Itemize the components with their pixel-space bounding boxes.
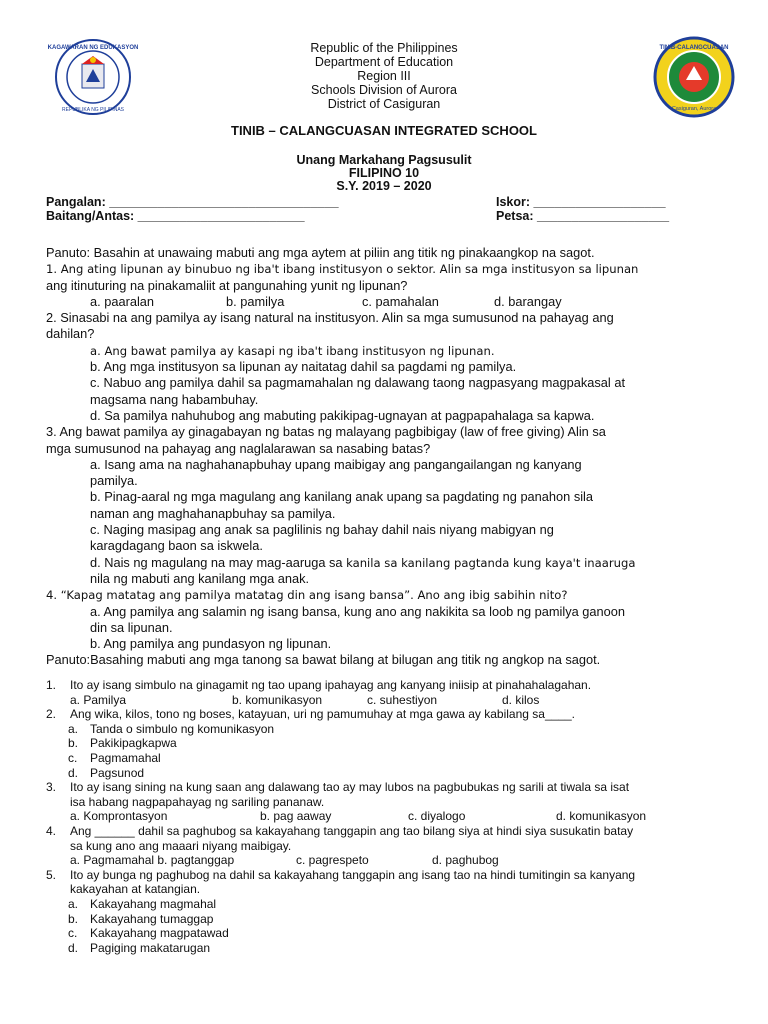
choice[interactable]: a. Ang bawat pamilya ay kasapi ng iba't ibang institusyon ng lipunan. xyxy=(90,343,495,358)
choice[interactable] xyxy=(46,751,736,766)
choice-letter: b. xyxy=(68,736,79,751)
school-year: S.Y. 2019 – 2020 xyxy=(336,179,432,193)
choice-cont: magsama nang habambuhay. xyxy=(90,391,259,407)
question-2-1 xyxy=(46,678,736,693)
choice-text: Kakayahang magpatawad xyxy=(90,926,229,941)
choice-text: Pakikipagkapwa xyxy=(90,736,177,751)
choice[interactable] xyxy=(46,926,736,941)
choice-letter: a. xyxy=(68,721,79,736)
choice[interactable]: d. kilos xyxy=(502,692,540,707)
choice-cont: karagdagang baon sa iskwela. xyxy=(90,538,263,554)
question-2-3-choices xyxy=(46,809,736,824)
question-text: Ito ay isang simbulo na ginagamit ng tao upang ipahayag ang kanyang iniisip at pinahahalagahan. xyxy=(70,678,592,692)
question-2-4 xyxy=(46,824,736,839)
choice-cont: naman ang maghahanapbuhay sa pamilya. xyxy=(90,505,336,521)
question-text: Ang wika, kilos, tono ng boses, katayuan, uri ng pamumuhay at mga gawa ay kabilang sa____. xyxy=(70,707,575,722)
choice[interactable]: c. pamahalan xyxy=(362,293,439,309)
choice[interactable]: b. Ang mga institusyon sa lipunan ay naitatag dahil sa pagdami ng pamilya. xyxy=(90,359,517,375)
choice[interactable] xyxy=(46,722,736,737)
question-number: 2. xyxy=(46,707,57,722)
question-1: 1. Ang ating lipunan ay binubuo ng iba't ibang institusyon o sektor. Alin sa mga institusyon sa lipunan xyxy=(46,262,639,277)
choice[interactable] xyxy=(46,941,736,956)
svg-text:TINIB-CALANGCUASAN: TINIB-CALANGCUASAN xyxy=(659,45,729,51)
svg-text:Casiguran, Aurora: Casiguran, Aurora xyxy=(671,106,717,112)
question-2-1-choices xyxy=(46,693,736,708)
choice[interactable]: d. paghubog xyxy=(432,853,499,868)
svg-text:KAGAWARAN NG EDUKASYON: KAGAWARAN NG EDUKASYON xyxy=(47,45,139,51)
petsa-field[interactable]: Petsa: ___________________ xyxy=(496,209,670,223)
choice-text: Pagiging makatarugan xyxy=(90,940,211,955)
header-line: Schools Division of Aurora xyxy=(311,83,457,97)
question-number: 1. xyxy=(46,678,57,692)
question-number: 5. xyxy=(46,867,57,882)
part2 xyxy=(46,678,736,955)
choice[interactable] xyxy=(46,766,736,781)
question-2-2 xyxy=(46,707,736,722)
question-2: 2. Sinasabi na ang pamilya ay isang natural na institusyon. Alin sa mga sumusunod na pahayag ang xyxy=(46,310,614,326)
question-text-cont: kakayahan at katangian. xyxy=(70,882,201,897)
choice-part: d. Nais ng magulang na may mag-aaruga sa xyxy=(90,554,343,570)
choice-text: Kakayahang tumaggap xyxy=(90,911,214,926)
choice-part: kanila sa kanilang pagtanda kung kaya't inaaruga xyxy=(346,555,636,570)
header-line: Department of Education xyxy=(314,55,454,69)
choice[interactable]: b. Pinag-aaral ng mga magulang ang kanilang anak upang sa pagdating ng panahon sila xyxy=(90,489,594,505)
question-4: 4. “Kapag matatag ang pamilya matatag din ang isang bansa”. Ano ang ibig sabihin nito? xyxy=(46,588,568,603)
question-1-choices xyxy=(46,294,736,310)
choice[interactable] xyxy=(46,912,736,927)
question-number: 3. xyxy=(46,780,57,795)
pangalan-field[interactable]: Pangalan: _________________________________ xyxy=(46,195,339,209)
choice-text: Pagmamahal xyxy=(90,750,161,765)
choice-letter: d. xyxy=(68,765,79,780)
choice[interactable]: b. pag aaway xyxy=(260,809,332,824)
header-line: Republic of the Philippines xyxy=(310,41,458,55)
question-3: 3. Ang bawat pamilya ay ginagabayan ng batas ng malayang pagbibigay (law of free giving) Alin sa xyxy=(46,424,606,440)
question-2-cont: dahilan? xyxy=(46,326,95,342)
choice-cont: nila ng mabuti ang kanilang mga anak. xyxy=(90,570,310,586)
header-line: District of Casiguran xyxy=(327,97,441,111)
choice[interactable]: a. Pagmamahal b. pagtanggap xyxy=(70,853,235,868)
choice[interactable]: c. pagrespeto xyxy=(296,853,369,868)
choice[interactable]: a. paaralan xyxy=(90,293,155,309)
choice[interactable]: d. komunikasyon xyxy=(556,809,647,824)
choice-letter: d. xyxy=(68,940,79,955)
question-1-cont: ang itinuturing na pinakamaliit at pangunahing yunit ng lipunan? xyxy=(46,277,408,293)
choice[interactable]: c. Naging masipag ang anak sa paglilinis ng bahay dahil nais niyang mabigyan ng xyxy=(90,522,554,538)
question-3-cont: mga sumusunod na pahayag ang naglalarawan sa nasabing batas? xyxy=(46,440,431,456)
question-text: Ito ay isang sining na kung saan ang dalawang tao ay may lubos na pagbubukas ng sarili at tiwala sa isat xyxy=(70,780,630,795)
choice[interactable]: d. Sa pamilya nahuhubog ang mabuting pakikipag-ugnayan at pagpapahalaga sa kapwa. xyxy=(90,407,595,423)
student-fields xyxy=(46,195,746,223)
choice[interactable]: a. Pamilya xyxy=(70,692,127,707)
iskor-field[interactable]: Iskor: ___________________ xyxy=(496,195,666,209)
question-2-5 xyxy=(46,868,736,883)
choice[interactable]: c. suhestiyon xyxy=(367,692,438,707)
choice[interactable] xyxy=(46,736,736,751)
choice-cont: din sa lipunan. xyxy=(90,619,173,635)
choice[interactable]: b. pamilya xyxy=(226,293,285,309)
question-text-cont: sa kung ano ang maaari niyang maibigay. xyxy=(70,838,292,853)
header-block xyxy=(0,41,768,111)
choice[interactable] xyxy=(46,897,736,912)
baitang-field[interactable]: Baitang/Antas: ________________________ xyxy=(46,209,305,223)
choice[interactable]: a. Komprontasyon xyxy=(70,809,168,824)
choice[interactable]: a. Ang pamilya ang salamin ng isang bansa, kung ano ang nakikita sa loob ng pamilya ganoon xyxy=(90,603,625,619)
choice-text: Kakayahang magmahal xyxy=(90,896,217,911)
header-line: Region III xyxy=(357,69,411,83)
panuto-2: Panuto:Basahing mabuti ang mga tanong sa bawat bilang at bilugan ang titik ng angkop na sagot. xyxy=(46,652,601,668)
panuto-1: Panuto: Basahin at unawaing mabuti ang mga aytem at piliin ang titik ng pinakaangkop na sagot. xyxy=(46,245,595,260)
choice[interactable] xyxy=(46,555,736,571)
choice-letter: c. xyxy=(68,926,78,941)
choice-text: Pagsunod xyxy=(90,765,145,780)
question-2-4-choices xyxy=(46,853,736,868)
choice-cont: pamilya. xyxy=(90,473,138,489)
choice-letter: a. xyxy=(68,896,79,911)
subject: FILIPINO 10 xyxy=(348,166,420,180)
school-name: TINIB – CALANGCUASAN INTEGRATED SCHOOL xyxy=(231,123,537,138)
question-number: 4. xyxy=(46,823,57,838)
choice-letter: c. xyxy=(68,750,78,765)
question-text-cont: isa habang nagpapahayag ng sariling pananaw. xyxy=(70,794,325,809)
question-2-3 xyxy=(46,780,736,795)
choice[interactable]: d. barangay xyxy=(494,293,562,309)
choice[interactable]: b. Ang pamilya ang pundasyon ng lipunan. xyxy=(90,636,332,652)
question-text: Ito ay bunga ng paghubog na dahil sa kakayahang tanggapin ang isang tao na hindi tumitingin sa kanyang xyxy=(70,867,636,882)
choice[interactable]: a. Isang ama na naghahanapbuhay upang maibigay ang pangangailangan ng kanyang xyxy=(90,456,582,472)
choice[interactable]: c. diyalogo xyxy=(408,809,466,824)
choice[interactable]: c. Nabuo ang pamilya dahil sa pagmamahalan ng dalawang taong nagpasyang magpakasal at xyxy=(90,375,625,391)
choice-letter: b. xyxy=(68,911,79,926)
choice[interactable]: b. komunikasyon xyxy=(232,692,323,707)
choice-text: Tanda o simbulo ng komunikasyon xyxy=(90,721,275,736)
question-text: Ang ______ dahil sa paghubog sa kakayahang tanggapin ang tao bilang siya at hindi siya susukatin batay xyxy=(70,823,634,838)
svg-text:REPUBLIKA NG PILIPINAS: REPUBLIKA NG PILIPINAS xyxy=(62,107,124,113)
part1 xyxy=(46,245,736,669)
exam-title: Unang Markahang Pagsusulit xyxy=(296,153,472,167)
